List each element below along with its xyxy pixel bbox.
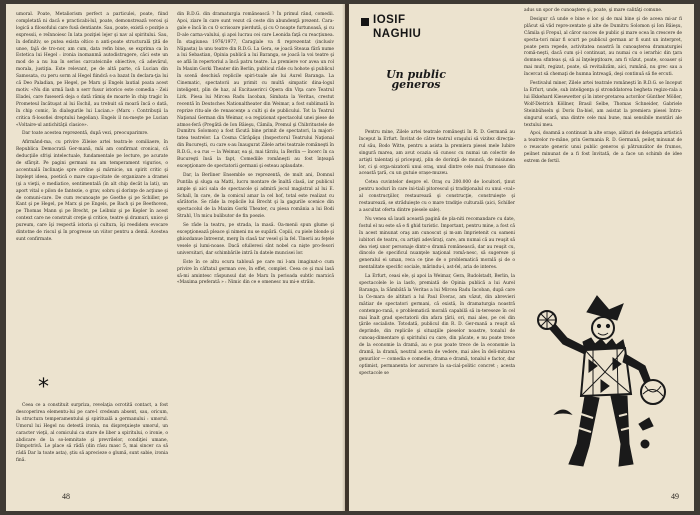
paragraph: Desigur că unde e bine e loc şi de mai bine şi de aceea mi-ar fi plăcut să văd repre-zentate şi alte de Dumitru Solomon şi Ion Băieşu, Cămila şi Frepul, al căror succes de public şi mare ocea în crescere de specta-tori miar fi scurt pe publicul german ar fi sunt un interpret, poate pera repede, activitatea noastră în cunoaşterea dramaturgiei româ-neşti, dacă cum şi-l continuat, au numai cu o ierarhic din ţara domnea sfinteas şi, să ai înţelepţitoare, am fi văzut, poate, scoaser și mai mult, regizat, poate, să revitalizăm, aici, rumănă, nu grec sau a încercat să chemaţi de humna întreagă, deşi continuă să fie ercuti.: [524, 16, 682, 78]
clown-figure-illustration: [527, 294, 677, 474]
author-first-name: IOSIF: [373, 14, 406, 26]
paragraph: Festivalul miner, Zilele artei teatrale româneşti în R.D.G. se început la Erfurt, unde, sub inteligenţa şi stronddatorea begheta regizo-rala a lui Ekkehard Kiesewetter şi în inter-pretarea actorilor Günther Möller, Wolf-Dietrich Köllner, Brasil Selbe, Thomas Schneider, Gabriele Steinbühseln şi Doris Da-biel, am asistat la premiera piesei Intru-singurul scară, una dintre cele mai bune, mai sensibile montări ale textului meu.: [524, 81, 682, 128]
section-marker-square: [361, 18, 369, 26]
paragraph: Afirmând-ma, cu privire Zileise artei teatra-le comiliaere, în Republica Democrată Ger-mană, măi am confirmat cronicai, că deducţiile sfrişi intelectuale, fundamentale pe lecture, pe acurate de sfârşit. Pe pagini germani nu am temperament vigurios, o accentuală înclinaţie spre ordine şi mărnicie, un spirit critic şi înţelept ideea, poetică o mare capa-citate de organizare a dramei (şi a vieţii, e mediatice, sentimentală (în alt chip decât la lati), un aport vital o pilon de fantezie, o grav, sobru şi dorinţe de acţiune şi de comuni-care. De cum recunoaşte pe Goethe şi pe Schiller, pe Kant şi pe Hegel, pe Marx şi pe Engels, pe Bach şi pe Beethoven, pe Thomas Mann şi pe Brecht, pe Leibniz şi pe Kepler în acest context care ne construit creţie şi critice, teatre şi dramuri, unice şi pureum, care îşi respectă istoria şi cultura, îşi reedidem evocare dintotne de riscul şi în progresse un viitor pentru a demă. Acestea sunt confirmate.: [16, 140, 168, 242]
left-page-column-2: [177, 12, 334, 289]
right-page: [349, 4, 694, 511]
paragraph: adus un spor de cunoaştere şi, poate, şi mare calităţi comune.: [524, 8, 663, 13]
paragraph: Se râde la teatru, pe strada, la masă. Oa-menii spun glume şi excepţionează pleace şi nimeni nu se supără. Copiii, cu piele blonde şi ghiozdanue întreerat, merg în clasă tar vesel şi la fel. Tinerii au feţele vesele şi lumi-noase. Dacă ofuileresi sînt nobel ca nişte pro-fesori universitari, dar schimbările intră în datele muncisei lor.: [177, 223, 334, 256]
left-page-column-1-bottom: [16, 403, 168, 467]
article-title-line-1: Un public: [386, 68, 446, 81]
paragraph: Pentru mine, Zilele artei teatrale româneşti în R. D. Germană au început la Erfurt. Învitat de către teatrul oraşului să vizitez direcţia-rul său, Bodo Witte, pentru a asista la premiera piesei mele Iubire singură marea, am avut ocazia să cunosc cu numai un colectiv de artişti talentaţi şi pricepuţi, plin de dorinţă de muncă, de misiunea lor, ci şi orga-nizatorii unui oraş, unul dintre cele mai frumoase din această ţară, cu un gutuie orașe-muzeu.: [359, 130, 515, 177]
page-number: 49: [671, 492, 679, 501]
paragraph: Dar, la Berliner Ensemble se reprezentă, de mult ani, Domnul Puntila şi sluga sa Matti, lucru montare de înaltă clasă, iar publicul ample şi aici sala de spectacole şi admiră jocul magistral al lui E. Schall, în care, de la comicul amar la cel hof, total este realizat cu sărătorie. Se râde la replicile lui Brecht şi la gagurile scenice din spectacolul de la Maxim Gorki Theater, cu piesa românia a lui Bodi Strahl, Un micu bulibutor de fin poezie.: [177, 172, 334, 220]
paragraph: Ceea ce a constituit surpriza, revelaţia ocrotită contact, a fost descoperirea elementu-lui pe care-l credeam absent, sau, oricum, în structura temperamentului şi spirituală a germanului : umorul. Umorul lui Hegel nu detestă ironia, nu dispreţuieşte umorul, un caracter vieţii, al comicului ca stare de liber a spiritului, o ironie, o abdicare de la so-lemnitate şi prevrilelor, condiţiei umane, Dimpotrivă. Le place să râdă (din râsu masc 5, mai sincer ca să râdă Dar la toate asta), ştiu să aprecieze o glumă, sunt sabie, ironia fină.: [16, 403, 168, 464]
author-last-name: NAGHIU: [373, 28, 422, 40]
paragraph: din B.D.G. din dramaturgia românească ? În primul rând, comedii. Apoi, ziare în care sunt vezut că ceste din abundenţă prezent. Cara-gale e încă în cu O scrisoare pierdută, şi cu O noapte furtunoasă, şi cu D-ale carna-valului, şi apoi lucrau cei care Leonida faţă cu reacţiunea. În stagiunea 1976/1977, Caragiale va fi reprezentat (inclusiv Năpasta) la unu teatre din R.D.G. La Gera, se joacă Steaua fără nume a lui Sebastian, Opinia publică a lui Baranga, se joacă la voi teatre şi se află în repertoriul a încă patru teatre. La premiere vor avea un rol în Maxim Gorki Theater din Berlin, publicul râde cu hohote şi publicul în scenă deschisă replicile spiri-tuale ale lui Aurel Baranga. La Cinematic, spectatorii au primit cu multă simpatic dina-logul inteligent, plin de haz, al Excitaserirci Opera din Viţa care Teatrul Lirk. Piesa lui Mircea Radu Iacoban, Simbata la Veritas, crestut recentă în Deutsches Nationaltheater din Weimar, a fost sublimată în reprize ritu-ale de renascenţe a culti şi de publicului. Tot la Teatrul Naţional German din Weimar, s-a regizionat spectacolul unei piese de atmos-feră (Pregătă de Ion Băieşu, Cămila, Premul şi Chibritustele de Dumitru Solomon) a fost făcută bine primit de spectatori, la majori-tatea teatrelor. La Cosma Cărăpăşu (Inspectorul Teatrului Naţional din Bucureşti, cu care s-au înaugurat Zilele artei teatrale româneşti în R.D.G., s-a rus — la Weimar, ea şi, mai târziu, la Berlin — încerc în ca Bucureşti însă la fapt, Comediile româneşti au fost înţeapă excepţionare de spectatorii germani şi esteau aplaudate.: [177, 12, 334, 169]
article-title-line-2: generos: [391, 78, 441, 91]
paragraph: Apoi, doamnă a continuat la alte oraşe, alături de delegaţia artistică a teatrelor ro-mâne, prin Germania R. D. Germană, peileţ minunat de o reuscate generic unui public generos şi pătrunzător de frumos, peilnet minunat de a fi fost învitată, de a face un schimb de idee extrem de fertil.: [524, 131, 682, 165]
page-number: 48: [62, 492, 70, 501]
asterisk-ornament: *: [38, 375, 49, 400]
right-page-column-1: [359, 130, 515, 380]
left-page-column-1: [16, 12, 168, 246]
paragraph: Dar toate acestea reprezentă, după vezi, preocuparimre.: [22, 131, 149, 137]
paragraph: Nu venea să laudi această pagină de pla-niti recomandare cu date, fostul el nu este să e fi ghid turistic. Important, pentru mine, a fost că în acest minunat oraş am cunoscut şi m-am împrietenit cu oameni iubitori de teatru, cu artişti adevăraţi, care, am numai că au reuşit să dea vieţi unor personaje dintr-o dramă românească, dar au reuşit cu, dincolo de specificul nuanţele naţional româ-nesc, să sugereze şi generalul ei uman, reca ce ţine de o problematică morală şi de o mentalitate specific sociale, mărindu-i, ast-fel, aria de interes.: [359, 216, 515, 271]
paragraph: Cetea cuvintelor despre el. Oraş cu 200.000 de locuitori, ţinut pentru noduri în care ini-tiali pitorescul şi tradiţionalul cu unui «val» al construcţiilor, restaurează şi construcţie, construieşte şi restaurează, se străduieşte cu o mare tradiţie culturală (aici, Schiller a ascultat oferta dintre piesele sale).: [359, 180, 515, 213]
left-page: [6, 4, 345, 511]
article-title: [381, 70, 451, 90]
right-page-column-2: [524, 8, 682, 168]
paragraph: La Erfurt, ceasi ele, şi apoi la Weimar, Gera, Rudolstadt, Berlin, la spectacolele le ia lasfo, premiată de Opinia publică a lui Aurel Baranga, la Sâmbătă la Veritas a lui Mircea Radu Iacoban, după care la Ce-mara de altitari a lui Paul Everac, am văzut, din abrevieri mătiar de spectatori germani, că există, în dramaturgia noastră contempo-rană, o problematică morală capabilă să in-tereseze în cel mai înalt grad spectatorii din afara ţării, ori, mai ales, pe cei din ţările socialiste. Totodată, publicul din R. D. Ger-mană a reuşit să deprinde, din replicile şi situaţiile pieselor noastre, tonalul de cunoaş-dimentare şi spiritului cu care, din păcate, e nu poate trece de la economie la dramă, au e pus poate trece de la economie la dramă, la dramă, neutral acesta de vedere, mai ales în deli-mitarea genurilor — comedia e comedie, drama e dramă, tonalul e factor, dar optimist, permanenta lor aurorare la sa-cial-politic concret ; acesta spectacole se: [359, 274, 515, 376]
paragraph: Este în ce altu ocura tablouă pe care mi l-am imaginat-o cum privire în căftatul german ove, în effet, complet. Ceea ce şi mai lasă să-mi amintesc răspunsul dat de Marx în perioada subtlc marxică «Maxima preferată » : Nimic din ce e omenesc nu mi-e străin.: [177, 259, 334, 286]
paragraph: umoral. Poate, Metaliorism perfect a particulei, poate, fiind completată ni dacă e practicabi-lul, poate, demonstrează verosi şi logică a filosofului care fusă dentiante. Sau, poate, există o poziţie a expressii, e reînnoiesc în lata poziţiei lejer şi nav al spiritului. Sau, în definitiv, se putea exista oltico n anti-poate structurală ţită de unoe, fajă de tro-nor, am cum, data refin bine, se exprima ca în Estetica lui Hegel : ironia inomanmă autodistrugere, căci este un mod de a nu lua în serios carcateicnile obiective, că adevărul, morala, justiţia. Este relevant, pe de altă parte, că Lucian din Samosata, cu peru sorm al Hegel fiindcă s-a bazat în declara-ţia lui că Deo Paladian, pe Hegel, pe Marx şi Engels lautial poata acest motiv. «Nu din urmă Iash n serr fusur istorico este comedia - Zeii Eladei, care fuseseră deja o dată rămiş de moarte în chip tragic în Prometeul încătuşat al lui Eschil, au trebuit să moară încă o dată, în chip comic, în dialogurile lui Lucian.» (Marx : Contribuţii la critica fi-losofiei dreptului hegelian). Engels il nu-meşte pe Lucian «Voltaire-ul antichităţii clasice».: [16, 12, 168, 128]
